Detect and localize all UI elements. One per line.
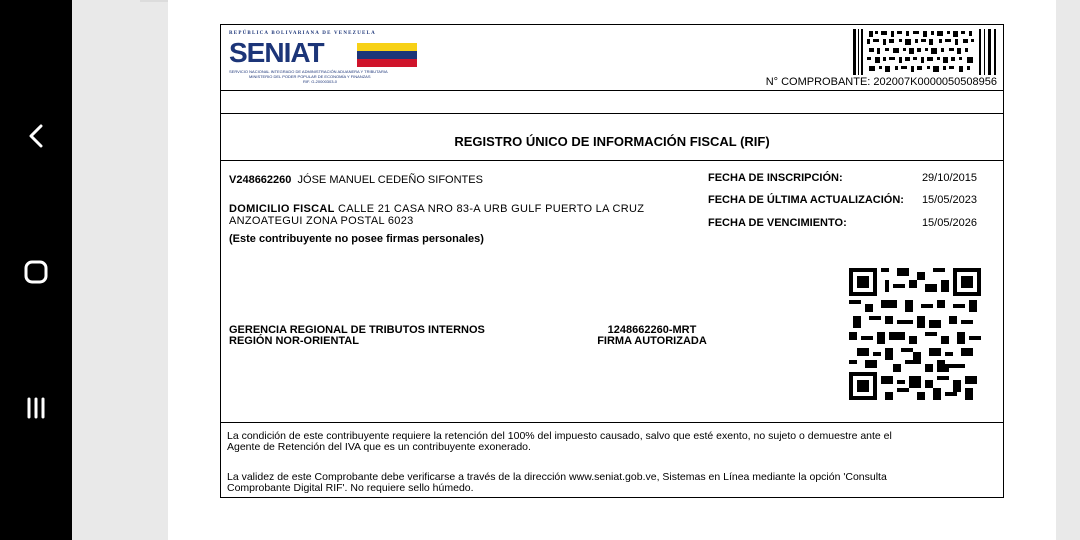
recents-button[interactable] [0, 390, 72, 426]
seniat-logo [229, 39, 419, 69]
barcode-image [851, 29, 999, 75]
home-button[interactable] [0, 254, 72, 290]
domicilio-line1 [229, 203, 644, 215]
document-title: REGISTRO ÚNICO DE INFORMACIÓN FISCAL (RIF) [454, 134, 770, 149]
chevron-left-icon [26, 123, 46, 149]
actualizacion-value: 15/05/2023 [921, 194, 977, 206]
vencimiento-value: 15/05/2026 [921, 217, 977, 229]
gerencia-line1: GERENCIA REGIONAL DE TRIBUTOS INTERNOS [229, 324, 485, 336]
logo-ministry: MINISTERIO DEL PODER POPULAR DE ECONOMÍA Y FINANZAS [249, 74, 371, 79]
rounded-square-icon [23, 259, 49, 285]
back-button[interactable] [0, 118, 72, 154]
comprobante-label: N° COMPROBANTE: [765, 76, 871, 88]
divider [221, 422, 1003, 423]
logo-country-line: REPÚBLICA BOLIVARIANA DE VENEZUELA [229, 31, 376, 36]
footer-para2-line2: Comprobante Digital RIF'. No requiere sello húmedo. [227, 482, 474, 494]
qr-code-image [849, 268, 981, 400]
firma-label: FIRMA AUTORIZADA [597, 335, 707, 347]
divider [221, 113, 1003, 114]
rif-certificate [220, 24, 1004, 498]
footer-para1-line1: La condición de este contribuyente requiere la retención del 100% del impuesto causado, salvo que esté exento, no sujeto o demuestre ante el [227, 430, 892, 442]
actualizacion-label: FECHA DE ÚLTIMA ACTUALIZACIÓN: [708, 194, 904, 206]
inscripcion-label: FECHA DE INSCRIPCIÓN: [708, 172, 843, 184]
three-lines-icon [24, 395, 48, 421]
taxpayer-rif: V248662260 [229, 174, 292, 186]
gerencia-line2: REGIÓN NOR-ORIENTAL [229, 335, 359, 347]
logo-rif: RIF. G-20000303-0 [303, 79, 338, 84]
domicilio-label: DOMICILIO FISCAL [229, 203, 335, 215]
flag-stripes [357, 43, 417, 67]
firmas-note: (Este contribuyente no posee firmas personales) [229, 233, 484, 245]
footer-para2-line1: La validez de este Comprobante debe verificarse a través de la dirección www.seniat.gob.ve, Sistemas en Línea mediante la opción 'Consulta [227, 471, 887, 483]
domicilio-line2: ANZOATEGUI ZONA POSTAL 6023 [229, 215, 414, 227]
comprobante-line [766, 76, 997, 88]
divider [221, 160, 1003, 161]
logo-brand: SENIAT [229, 37, 324, 68]
inscripcion-value: 29/10/2015 [921, 172, 977, 184]
firma-code: 1248662260-MRT [607, 324, 697, 336]
comprobante-number: 202007K0000050508956 [873, 76, 997, 88]
taxpayer-name: JÓSE MANUEL CEDEÑO SIFONTES [297, 174, 483, 186]
domicilio-address: CALLE 21 CASA NRO 83-A URB GULF PUERTO LA CRUZ [338, 203, 645, 215]
vencimiento-label: FECHA DE VENCIMIENTO: [708, 217, 847, 229]
divider [221, 90, 1003, 91]
logo-subtitle: SERVICIO NACIONAL INTEGRADO DE ADMINISTRACIÓN ADUANERA Y TRIBUTARIA [229, 69, 388, 74]
navigation-bar [0, 0, 72, 540]
taxpayer-line [229, 174, 483, 186]
footer-para1-line2: Agente de Retención del IVA que es un contribuyente exonerado. [227, 441, 531, 453]
